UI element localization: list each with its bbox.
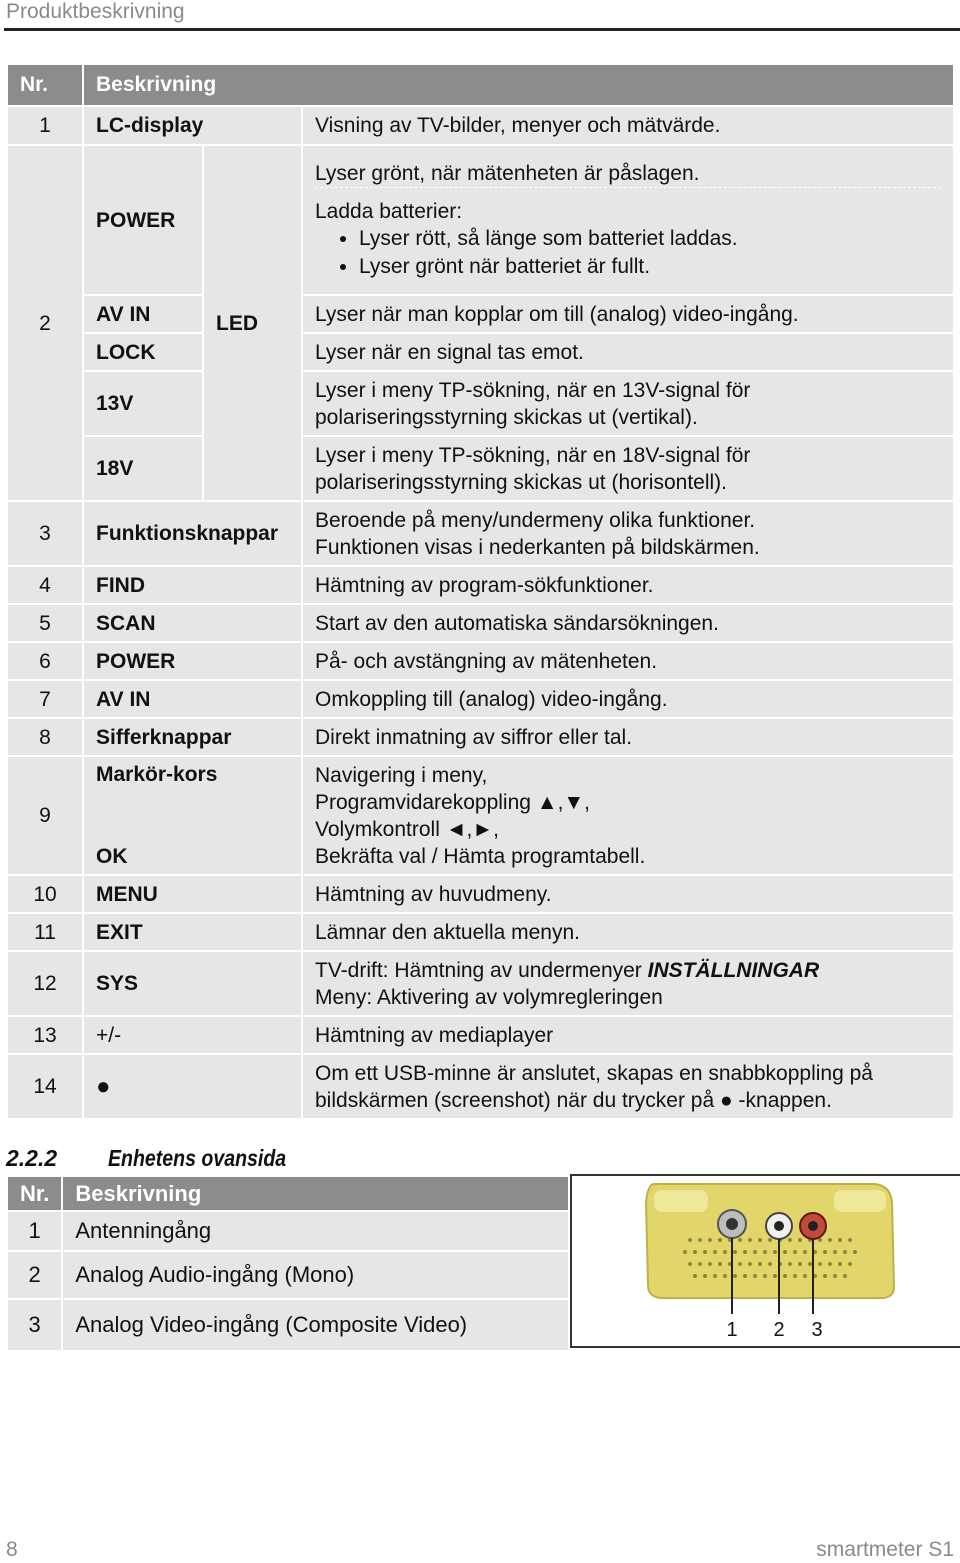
table-row: 2 POWER LED Lyser grönt, när mätenheten är påslagen. Ladda batterier: • Lyser rött, så länge som batteriet laddas. • Lyser grönt när batteriet är fullt. [8,146,953,294]
table-row: 1 LC-display Visning av TV-bilder, menyer och mätvärde. [8,107,953,144]
bullet-list: • Lyser rött, så länge som batteriet laddas. • Lyser grönt när batteriet är fullt. [315,225,941,281]
product-name: smartmeter S1 [816,1538,954,1561]
table-row: 18V Lyser i meny TP-sökning, när en 18V-signal för polariseringsstyrning skickas ut (horisontell). [8,437,953,500]
section-number: 2.2.2 [6,1145,58,1171]
table-row: 14 ● Om ett USB-minne är anslutet, skapas en snabbkoppling på bildskärmen (screenshot) när du trycker på ● -knappen. [8,1055,953,1118]
table-row: LOCK Lyser när en signal tas emot. [8,334,953,370]
photo-label-2: 2 [773,1319,785,1341]
page-header: Produktbeskrivning [6,0,185,23]
table-row: 11 EXIT Lämnar den aktuella menyn. [8,914,953,950]
table-row: 13V Lyser i meny TP-sökning, när en 13V-signal för polariseringsstyrning skickas ut (vertikal). [8,372,953,435]
table-row: 4 FIND Hämtning av program-sökfunktioner. [8,567,953,603]
table-row: 2 Analog Audio-ingång (Mono) [8,1252,568,1298]
jack-audio [766,1213,792,1239]
jack-video [800,1213,826,1239]
jack-antenna [718,1210,746,1238]
table-row: 12 SYS TV-drift: Hämtning av undermenyer INSTÄLLNINGAR Meny: Aktivering av volymregleringen [8,952,953,1015]
table-header-row: Nr. Beskrivning [8,1177,568,1210]
table-row: 3 Funktionsknappar Beroende på meny/undermeny olika funktioner. Funktionen visas i nederkanten på bildskärmen. [8,502,953,565]
table-row: 13 +/- Hämtning av mediaplayer [8,1017,953,1053]
table-row: 6 POWER På- och avstängning av mätenheten. [8,643,953,679]
table-row: 10 MENU Hämtning av huvudmeny. [8,876,953,912]
table-row: 9 Markör-kors OK Navigering i meny, Programvidarekoppling ▲,▼, Volymkontroll ◄,►, Bekräfta val / Hämta programtabell. [8,757,953,874]
table-row: 5 SCAN Start av den automatiska sändarsökningen. [8,605,953,641]
table-row: 8 Sifferknappar Direkt inmatning av siffror eller tal. [8,719,953,755]
photo-label-1: 1 [726,1319,738,1341]
photo-label-3: 3 [811,1319,823,1341]
table-row: 7 AV IN Omkoppling till (analog) video-ingång. [8,681,953,717]
dot-button-icon: ● [84,1055,301,1118]
header-rule [4,28,960,31]
col-desc: Beskrivning [84,65,953,105]
table-row: 1 Antenningång [8,1212,568,1250]
table-header-row [8,65,953,105]
table-row: 3 Analog Video-ingång (Composite Video) [8,1300,568,1350]
led-label: LED [204,146,301,500]
section-title: Enhetens ovansida [108,1145,287,1171]
device-top-photo [570,1174,960,1348]
device-top-illustration [572,1176,960,1346]
page-number: 8 [6,1538,18,1561]
table-row: AV IN Lyser när man kopplar om till (analog) video-ingång. [8,296,953,332]
description-table [6,63,955,1120]
top-side-table [6,1175,570,1352]
col-nr: Nr. [8,65,82,105]
